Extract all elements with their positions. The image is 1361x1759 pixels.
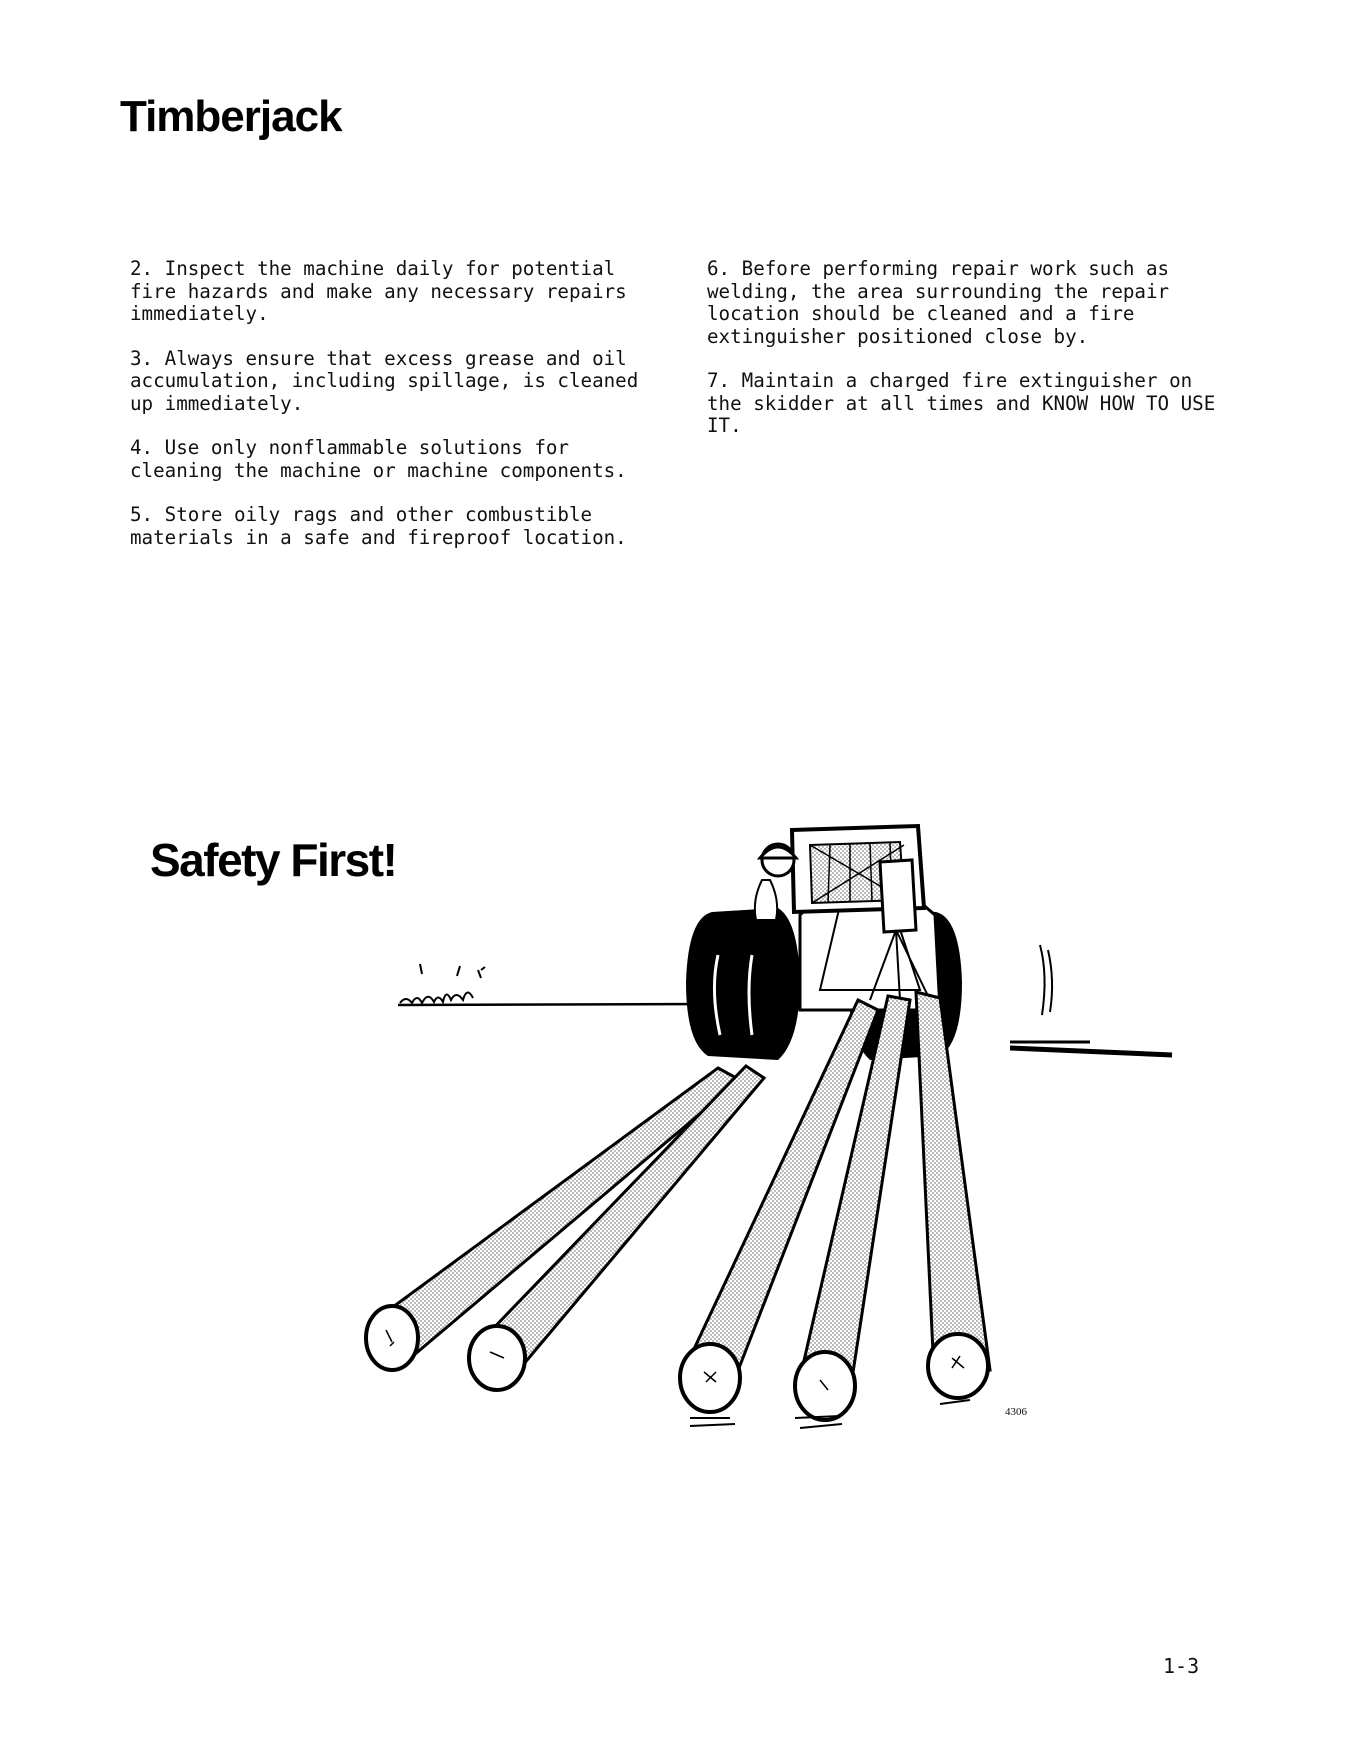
instruction-item-4: 4. Use only nonflammable solutions for cleaning the machine or machine components. xyxy=(130,436,627,482)
brand-logo: Timberjack xyxy=(120,92,342,141)
instruction-item-5: 5. Store oily rags and other combustible materials in a safe and fireproof location. xyxy=(130,503,627,549)
instruction-item-2: 2. Inspect the machine daily for potential fire hazards and make any necessary repairs immediately. xyxy=(130,257,627,325)
instruction-item-6: 6. Before performing repair work such as welding, the area surrounding the repair location should be cleaned and a fire extinguisher positioned close by. xyxy=(707,257,1170,348)
instruction-item-7: 7. Maintain a charged fire extinguisher on the skidder at all times and KNOW HOW TO USE IT. xyxy=(707,369,1216,437)
page-number: 1-3 xyxy=(1163,1654,1200,1678)
figure-number: 4306 xyxy=(1005,1406,1027,1418)
instruction-item-3: 3. Always ensure that excess grease and oil accumulation, including spillage, is cleaned up immediately. xyxy=(130,346,639,415)
logs xyxy=(366,992,990,1428)
instructions-right-column xyxy=(707,258,1227,460)
instructions-left-column xyxy=(130,258,650,571)
log-skidder-illustration xyxy=(360,810,1200,1430)
safety-first-caption: Safety First! xyxy=(150,834,397,886)
